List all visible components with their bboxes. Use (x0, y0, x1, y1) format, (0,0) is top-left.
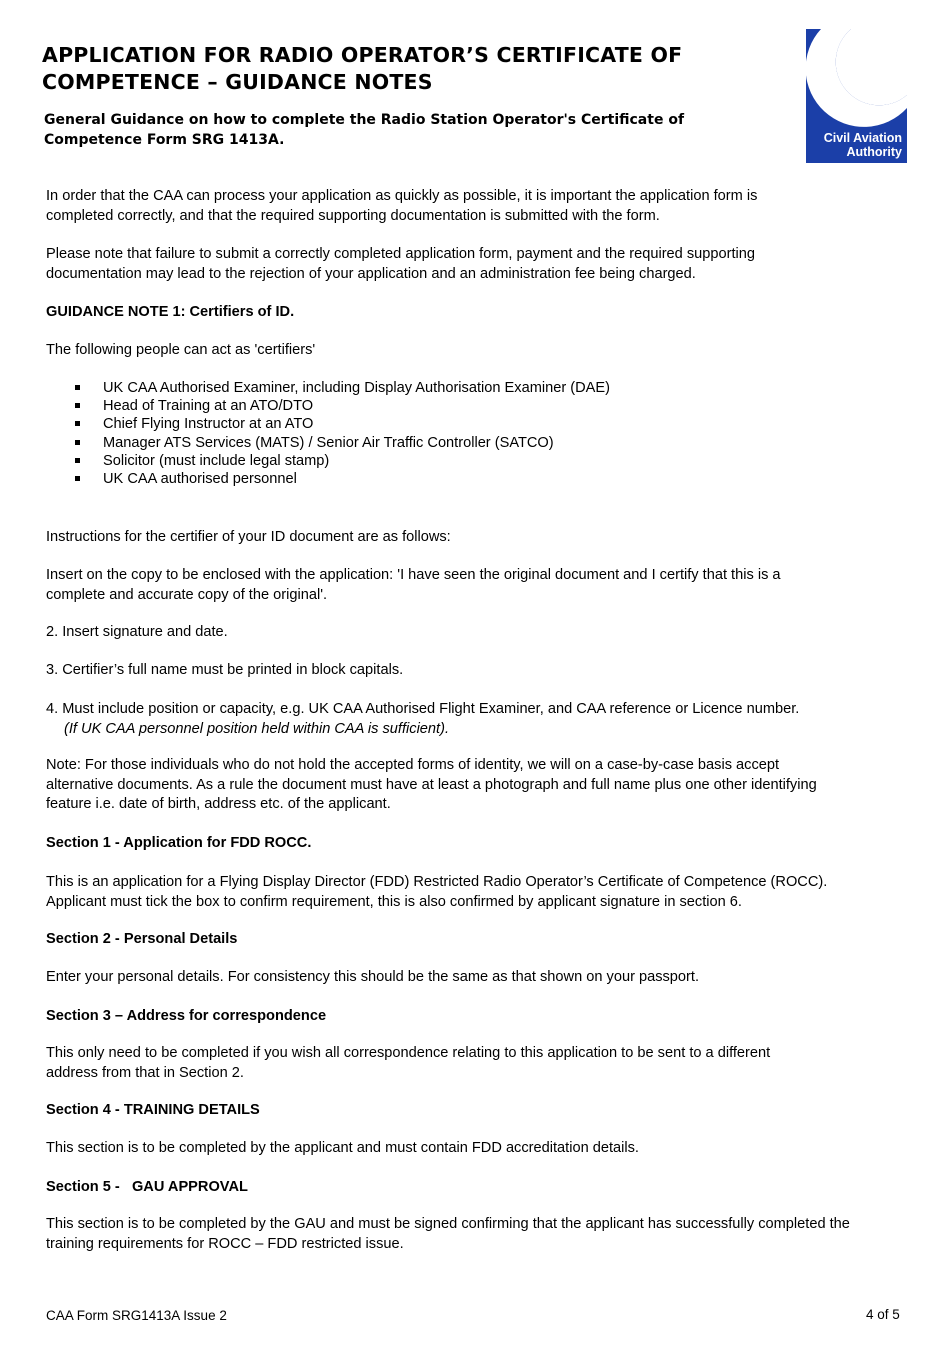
bullet-icon (75, 440, 80, 445)
intro-p2-line-1: Please note that failure to submit a correctly completed application form, payment and the required supporting (46, 246, 756, 262)
section-2-heading: Section 2 - Personal Details (46, 931, 238, 947)
certifier-step-4 (46, 700, 931, 739)
alternative-documents-note (46, 756, 931, 815)
bullet-icon (75, 403, 80, 408)
list-item (74, 379, 874, 397)
certifier-step-2: 2. Insert signature and date. (46, 624, 228, 640)
list-item (74, 470, 874, 488)
section-5-line-1: This section is to be completed by the GAU and must be signed confirming that the applicant has successfully completed the (46, 1216, 850, 1232)
section-1-line-2: Applicant must tick the box to confirm requirement, this is also confirmed by applicant signature in section 6. (46, 893, 742, 910)
section-1-heading: Section 1 - Application for FDD ROCC. (46, 835, 312, 851)
section-4-text: This section is to be completed by the applicant and must contain FDD accreditation details. (46, 1140, 639, 1156)
document-subtitle (44, 110, 744, 150)
caa-logo (806, 29, 907, 163)
list-item-label: Manager ATS Services (MATS) / Senior Air Traffic Controller (SATCO) (103, 434, 554, 451)
list-item (74, 452, 874, 470)
section-5-heading: Section 5 - GAU APPROVAL (46, 1179, 248, 1195)
intro-paragraph-2 (46, 245, 931, 284)
note-line-3: feature i.e. date of birth, address etc. of the applicant. (46, 796, 391, 812)
certifier-instructions-lead: Instructions for the certifier of your ID document are as follows: (46, 529, 451, 545)
bullet-icon (75, 421, 80, 426)
bullet-icon (75, 458, 80, 463)
section-3-heading: Section 3 – Address for correspondence (46, 1008, 327, 1024)
list-item-label: Chief Flying Instructor at an ATO (103, 416, 314, 433)
section-2-text: Enter your personal details. For consistency this should be the same as that shown on your passport. (46, 969, 700, 985)
bullet-icon (75, 385, 80, 390)
list-item-label: UK CAA Authorised Examiner, including Display Authorisation Examiner (DAE) (103, 380, 610, 396)
note-line-1: Note: For those individuals who do not hold the accepted forms of identity, we will on a case-by-case basis accept (46, 757, 780, 773)
guidance-note-1-heading: GUIDANCE NOTE 1: Certifiers of ID. (46, 304, 295, 320)
certifiers-list (74, 379, 874, 488)
step-1-line-1: Insert on the copy to be enclosed with the application: 'I have seen the original document and I certify that this is a (46, 567, 781, 583)
section-3-line-1: This only need to be completed if you wish all correspondence relating to this application to be sent to a different (46, 1045, 771, 1061)
section-5-text (46, 1215, 941, 1254)
certifiers-lead: The following people can act as 'certifiers' (46, 342, 316, 358)
title-line-2: COMPETENCE – GUIDANCE NOTES (42, 70, 433, 94)
section-1-text (46, 873, 931, 912)
list-item-label: Solicitor (must include legal stamp) (103, 452, 330, 469)
step-4-note: (If UK CAA personnel position held within CAA is sufficient). (64, 720, 450, 737)
note-line-2: alternative documents. As a rule the document must have at least a photograph and full name plus one other identifying (46, 776, 817, 793)
step-1-line-2: complete and accurate copy of the original'. (46, 586, 328, 603)
document-title (42, 42, 762, 96)
certifier-step-3: 3. Certifier’s full name must be printed in block capitals. (46, 662, 404, 678)
list-item (74, 434, 874, 452)
intro-p1-line-2: completed correctly, and that the required supporting documentation is submitted with the form. (46, 207, 660, 224)
section-4-heading: Section 4 - TRAINING DETAILS (46, 1102, 260, 1118)
section-3-line-2: address from that in Section 2. (46, 1064, 244, 1081)
form-reference: CAA Form SRG1413A Issue 2 (46, 1308, 227, 1323)
logo-text-line-1: Civil Aviation (823, 131, 902, 145)
section-5-line-2: training requirements for ROCC – FDD restricted issue. (46, 1235, 404, 1252)
intro-p2-line-2: documentation may lead to the rejection of your application and an administration fee being charged. (46, 265, 696, 282)
logo-text-line-2: Authority (846, 145, 902, 159)
bullet-icon (75, 476, 80, 481)
intro-p1-line-1: In order that the CAA can process your application as quickly as possible, it is important the application form is (46, 188, 758, 204)
certifier-step-1 (46, 566, 931, 605)
list-item-label: Head of Training at an ATO/DTO (103, 398, 314, 415)
title-line-1: APPLICATION FOR RADIO OPERATOR’S CERTIFICATE OF (42, 43, 683, 67)
list-item-label: UK CAA authorised personnel (103, 471, 297, 488)
intro-paragraph-1 (46, 187, 931, 226)
subtitle-line-1: General Guidance on how to complete the Radio Station Operator's Certificate of (44, 112, 685, 128)
list-item (74, 415, 874, 433)
list-item (74, 397, 874, 415)
step-4-line-1: 4. Must include position or capacity, e.g. UK CAA Authorised Flight Examiner, and CAA reference or Licence number. (46, 701, 800, 717)
section-1-line-1: This is an application for a Flying Display Director (FDD) Restricted Radio Operator’s Certificate of Competence (ROCC). (46, 874, 828, 890)
subtitle-line-2: Competence Form SRG 1413A. (44, 132, 285, 148)
page-number: 4 of 5 (866, 1307, 900, 1322)
section-3-text (46, 1044, 931, 1083)
